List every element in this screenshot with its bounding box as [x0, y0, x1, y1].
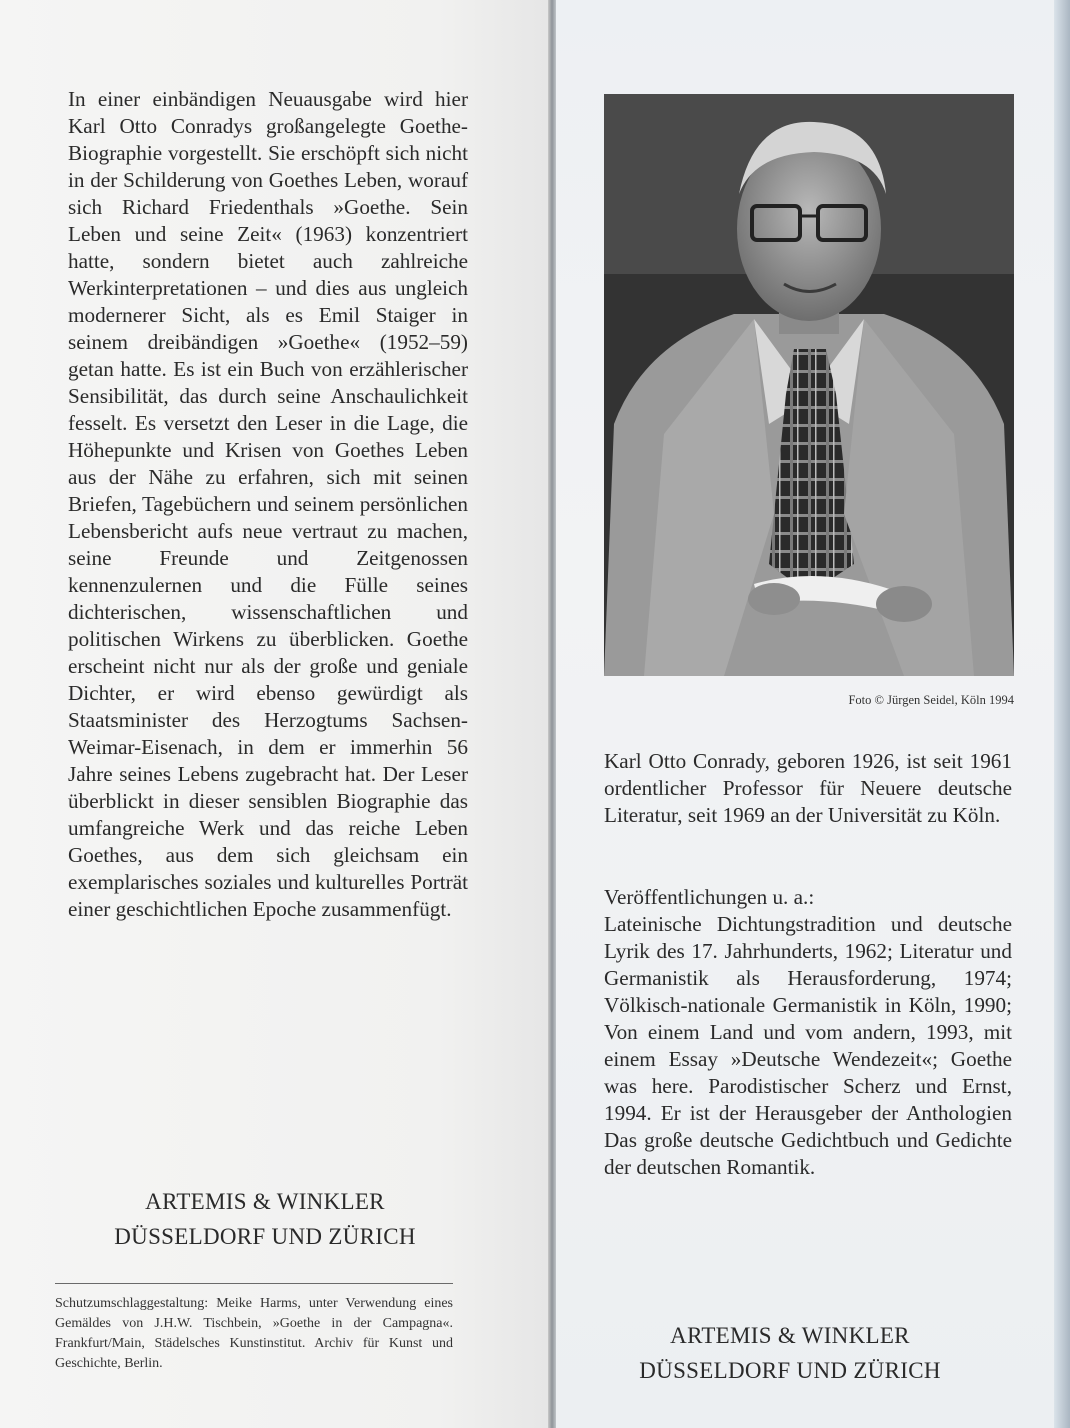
- author-photo: [604, 94, 1014, 676]
- photo-caption: Foto © Jürgen Seidel, Köln 1994: [848, 693, 1014, 707]
- publisher-imprint-right: [580, 1318, 1000, 1388]
- divider-rule: [55, 1283, 453, 1284]
- publisher-name: ARTEMIS & WINKLER: [145, 1189, 385, 1214]
- book-blurb: In einer einbändigen Neuausgabe wird hier Karl Otto Conradys großangelegte Goethe-Biographie vorgestellt. Sie erschöpft sich nicht in der Schilderung von Goethes Leben, worauf sich Richard Friedenthals »Goethe. Sein Leben und seine Zeit« (1963) konzentriert hatte, sondern bietet auch zahlreiche Werkinterpretationen – und dies aus ungleich modernerer Sicht, als es Emil Staiger in seinem dreibändigen »Goethe« (1952–59) getan hatte. Es ist ein Buch von erzählerischer Sensibilität, das durch seine Anschaulichkeit fesselt. Es versetzt den Leser in die Lage, die Höhepunkte und Krisen von Goethes Leben aus der Nähe zu erfahren, sich mit seinen Briefen, Tagebüchern und seinem persönlichen Lebensbericht aufs neue vertraut zu machen, seine Freunde und Zeitgenossen kennenzulernen und die Fülle seines dichterischen, wissenschaftlichen und politischen Wirkens zu überblicken. Goethe erscheint nicht nur als der große und geniale Dichter, er wird ebenso gewürdigt als Staatsminister des Herzogtums Sachsen-Weimar-Eisenach, in dem er immerhin 56 Jahre seines Lebens zugebracht hat. Der Leser überblickt in dieser sensiblen Biographie das umfangreiche Werk und das reiche Leben Goethes, aus dem sich gleichsam ein exemplarisches soziales und kulturelles Porträt einer geschichtlichen Epoche zusammenfügt.: [68, 87, 468, 921]
- page-fold: [548, 0, 556, 1428]
- author-bio: Karl Otto Conrady, geboren 1926, ist seit 1961 ordentlicher Professor für Neuere deutsche Literatur, seit 1969 an der Universität zu Köln.: [604, 749, 1012, 827]
- cover-credits: Schutzumschlaggestaltung: Meike Harms, unter Verwendung eines Gemäldes von J.H.W. Tischbein, »Goethe in der Campagna«. Frankfurt/Main, Städelsches Kunstinstitut. Archiv für Kunst und Geschichte, Berlin.: [55, 1296, 453, 1371]
- publisher-imprint-left: [55, 1184, 475, 1254]
- publisher-name: ARTEMIS & WINKLER: [670, 1323, 910, 1348]
- publisher-location: DÜSSELDORF UND ZÜRICH: [114, 1224, 416, 1249]
- publisher-location: DÜSSELDORF UND ZÜRICH: [639, 1358, 941, 1383]
- page-edge: [1054, 0, 1070, 1428]
- publications-list: Lateinische Dichtungstradition und deutsche Lyrik des 17. Jahrhunderts, 1962; Literatur und Germanistik als Herausforderung, 1974; Völkisch-nationale Germanistik in Köln, 1990; Von einem Land und vom andern, 1993, mit einem Essay »Deutsche Wendezeit«; Goethe was here. Parodistischer Scherz und Ernst, 1994. Er ist der Herausgeber der Anthologien Das große deutsche Gedichtbuch und Gedichte der deutschen Romantik.: [604, 912, 1012, 1179]
- publications-heading: Veröffentlichungen u. a.:: [604, 885, 815, 909]
